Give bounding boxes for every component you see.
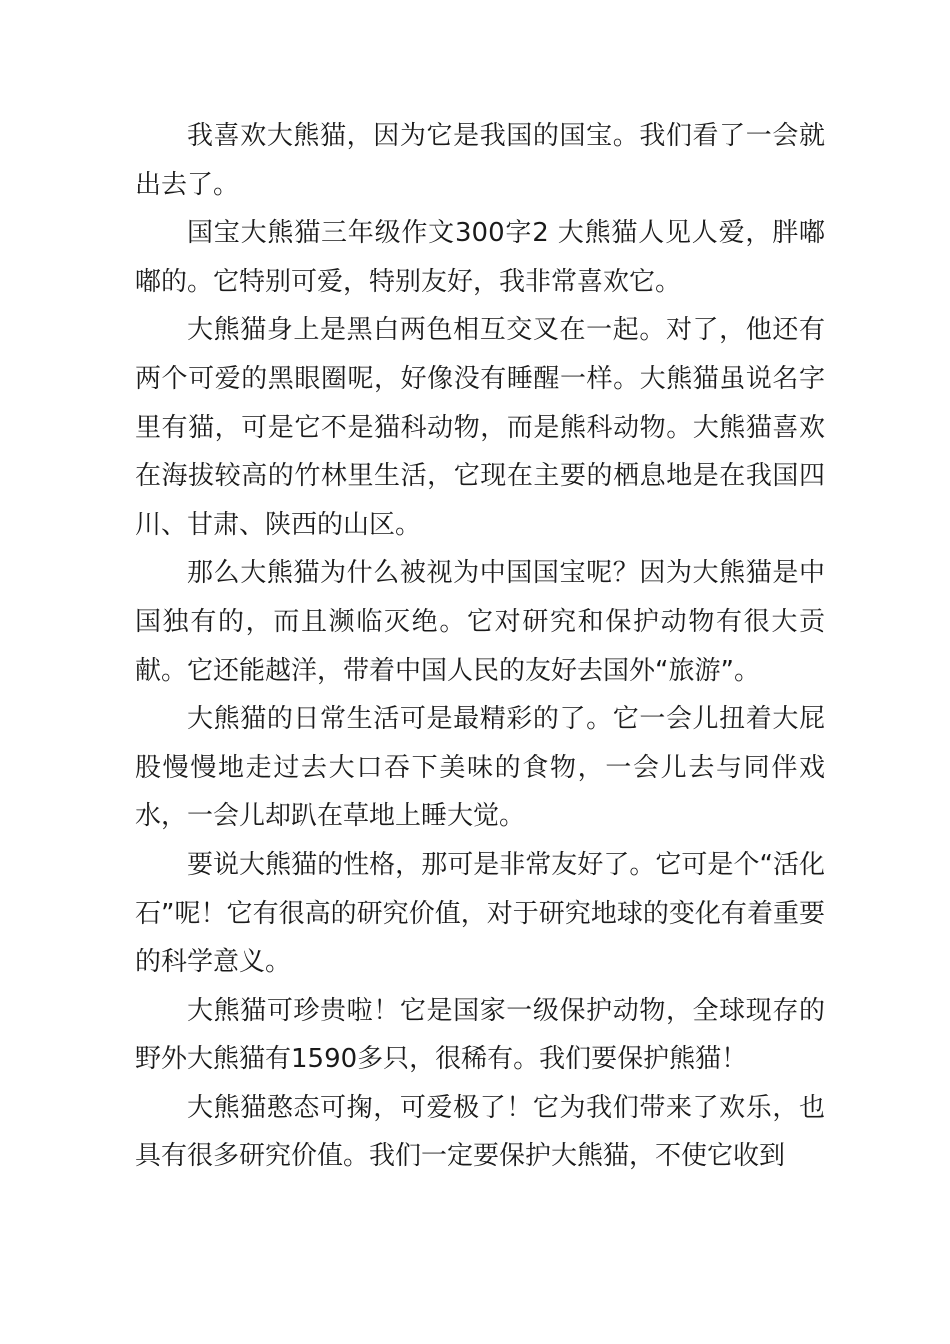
- paragraph: 大熊猫的日常生活可是最精彩的了。它一会儿扭着大屁股慢慢地走过去大口吞下美味的食物，一会儿去与同伴戏水，一会儿却趴在草地上睡大觉。: [135, 704, 825, 832]
- paragraph: 大熊猫憨态可掬，可爱极了！它为我们带来了欢乐，也具有很多研究价值。我们一定要保护大熊猫，不使它收到: [135, 1092, 825, 1172]
- paragraph: 大熊猫身上是黑白两色相互交叉在一起。对了，他还有两个可爱的黑眼圈呢，好像没有睡醒一样。大熊猫虽说名字里有猫，可是它不是猫科动物，而是熊科动物。大熊猫喜欢在海拔较高的竹林里生活，它现在主要的栖息地是在我国四川、甘肃、陕西的山区。: [135, 315, 825, 540]
- document-body: [135, 112, 825, 1181]
- paragraph: 要说大熊猫的性格，那可是非常友好了。它可是个“活化石”呢！它有很高的研究价值，对于研究地球的变化有着重要的科学意义。: [135, 849, 825, 978]
- paragraph: 大熊猫可珍贵啦！它是国家一级保护动物，全球现存的野外大熊猫有1590多只，很稀有。我们要保护熊猫！: [135, 995, 825, 1075]
- paragraph: 那么大熊猫为什么被视为中国国宝呢？因为大熊猫是中国独有的，而且濒临灭绝。它对研究和保护动物有很大贡献。它还能越洋，带着中国人民的友好去国外“旅游”。: [135, 558, 825, 686]
- paragraph: 我喜欢大熊猫，因为它是我国的国宝。我们看了一会就出去了。: [135, 121, 825, 200]
- paragraph: 国宝大熊猫三年级作文300字2 大熊猫人见人爱，胖嘟嘟的。它特别可爱，特别友好，我非常喜欢它。: [135, 218, 825, 297]
